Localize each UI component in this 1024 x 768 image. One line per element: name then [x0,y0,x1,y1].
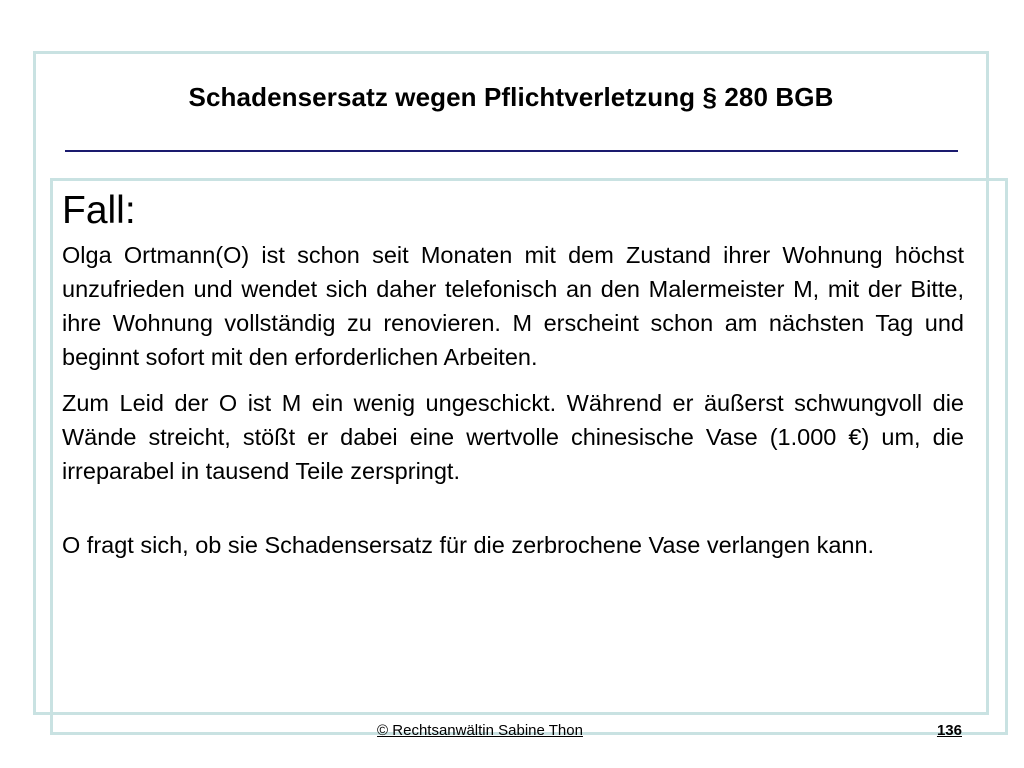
footer-copyright: © Rechtsanwältin Sabine Thon [377,722,583,739]
title-underline [65,150,958,152]
slide-title: Schadensersatz wegen Pflichtverletzung § 280 BGB [188,82,834,112]
case-paragraph-1: Olga Ortmann(O) ist schon seit Monaten mit dem Zustand ihrer Wohnung höchst unzufrieden und wendet sich daher telefonisch an den Malermeister M, mit der Bitte, ihre Wohnung vollständig zu renovieren. M erscheint schon am nächsten Tag und beginnt sofort mit den erforderlichen Arbeiten. [62,242,964,370]
case-heading: Fall: [62,189,136,232]
page-number: 136 [936,722,962,739]
case-paragraph-2: Zum Leid der O ist M ein wenig ungeschickt. Während er äußerst schwungvoll die Wände streicht, stößt er dabei eine wertvolle chinesische Vase (1.000 €) um, die irreparabel in tausend Teile zerspringt. [62,390,964,484]
slide-content [62,188,964,562]
case-question: O fragt sich, ob sie Schadensersatz für die zerbrochene Vase verlangen kann. [62,532,875,558]
